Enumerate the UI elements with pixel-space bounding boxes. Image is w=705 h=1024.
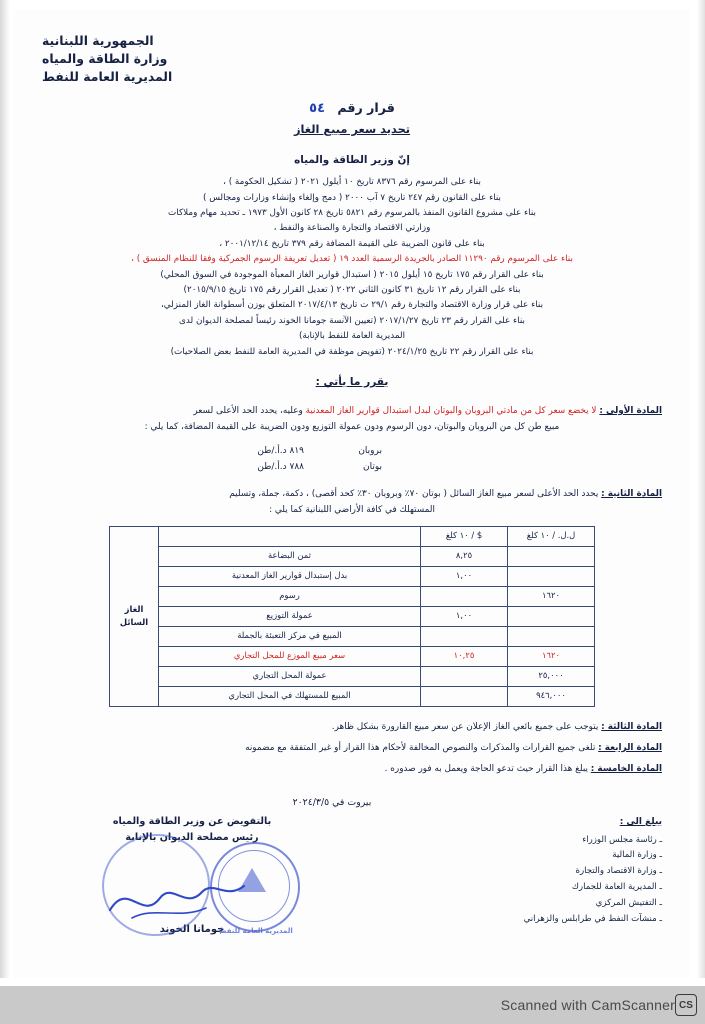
article-first [42,403,662,435]
article-fifth-label: المادة الخامسة : [590,763,662,774]
cell-description: رسوم [159,586,421,606]
scan-edge-right [697,0,705,1024]
cell-lbp [508,606,595,626]
delegation-line-1: بالتفويض عن وزير الطاقة والمياه [112,815,272,827]
table-row [110,546,595,566]
camscanner-logo-icon: CS [675,994,697,1016]
scan-edge-left [0,0,10,1024]
cc-item: ـ منشآت النفط في طرابلس والزهراني [523,914,662,925]
article-first-label: المادة الأولى : [599,406,662,417]
cc-item: ـ المديرية العامة للجمارك [571,882,662,893]
signature-block [42,814,342,938]
camscanner-footer [0,986,705,1024]
price-row-name: بوتان [362,462,382,473]
price-row [202,443,502,459]
cell-description: المبيع في مركز التعبئة بالجملة [159,626,421,646]
cc-list [442,814,662,928]
article-second-line-1: يحدد الحد الأعلى لسعر مبيع الغاز السائل ( بوتان ٧٠٪ وبروبان ٣٠٪ كحد أقصى) ، دكمة، جملة، وتسليم [229,488,599,499]
cell-usd: ١,٠٠ [421,566,508,586]
cell-usd [421,586,508,606]
article-first-price-list [202,443,502,475]
page-bottom-margin [0,978,705,986]
cell-usd [421,626,508,646]
letterhead-line-3: المديرية العامة للنفط [42,68,173,84]
whereas-item: بناء على القرار رقم ٢٢ تاريخ ٢٠٢٤/١/٢٥ (تفويض موظفة في المديرية العامة للنفط بعض الصلاحيات) [170,346,534,357]
gas-price-table [109,526,595,707]
whereas-item: بناء على القرار رقم ١٧٥ تاريخ ١٥ أيلول ٢٠١٥ ( استبدال قوارير الغاز المعبأة الموجودة في السوق المحلي) [160,269,544,280]
cell-lbp: ٢٥,٠٠٠ [508,666,595,686]
signature-and-cc-block [42,814,662,938]
article-fifth [42,761,662,777]
whereas-item: بناء على المرسوم رقم ٨٣٧٦ تاريخ ١٠ أيلول ٢٠٢١ ( تشكيل الحكومة ) ، [223,177,481,188]
table-header-unit-lbp: ل.ل. / ١٠ كلغ [508,526,595,546]
cell-lbp [508,566,595,586]
cc-title: يبلغ الى : [619,816,662,827]
cell-usd: ١٠,٢٥ [421,646,508,666]
camscanner-footer-text: Scanned with CamScanner [500,997,675,1013]
article-second-line-2: المستهلك في كافة الأراضي اللبنانية كما يلي : [269,504,435,515]
intro-line: إنّ وزير الطاقة والمياه [294,154,410,167]
article-first-red-part: لا يخضع سعر كل من مادتي البروبان والبوتان لبدل استبدال قوارير الغاز المعدنية [305,406,597,417]
cc-item: ـ التفتيش المركزي [595,898,662,909]
decree-label: قرار رقم [337,99,395,115]
cell-lbp [508,546,595,566]
article-fourth [42,740,662,756]
whereas-item: بناء على القرار رقم ٢٣ تاريخ ٢٠١٧/١/٢٧ (تعيين الآنسة جومانا الخوند رئيساً لمصلحة الديوان لدى [179,315,525,326]
cell-usd [421,666,508,686]
whereas-item: بناء على مشروع القانون المنفذ بالمرسوم رقم ٥٨٢١ تاريخ ٢٨ كانون الأول ١٩٧٣ ـ تحديد مهام وملاكات [168,208,536,219]
cc-item: ـ وزارة المالية [612,850,662,861]
article-first-rest: وعليه، يحدد الحد الأعلى لسعر [193,406,303,417]
decree-number: ٥٤ [309,100,326,116]
cell-lbp [508,626,595,646]
document-body [42,32,662,938]
table-row [110,666,595,686]
article-third-label: المادة الثالثة : [601,721,662,732]
article-first-line-2: مبيع طن كل من البروبان والبوتان، دون الرسوم ودون عمولة التوزيع ودون الضريبة على القيمة المضافة، كما يلي : [144,422,560,433]
table-header-description [159,526,421,546]
table-row [110,686,595,706]
cell-usd [421,686,508,706]
whereas-item: بناء على قرار وزارة الاقتصاد والتجارة رقم ٢٩/١ ت تاريخ ٢٠١٧/٤/١٣ المتعلق بوزن أسطوانة الغاز المنزلي، [160,300,544,311]
table-row [110,586,595,606]
table-side-label: الغاز السائل [110,526,159,706]
delegation-line-2: رئيس مصلحة الديوان بالإنابة [125,832,259,844]
article-third-text: يتوجب على جميع بائعي الغاز الإعلان عن سعر مبيع القارورة بشكل ظاهر. [331,721,599,732]
cedar-icon [238,868,266,892]
table-row [110,566,595,586]
price-row-value: ٨١٩ د.أ./طن [257,446,304,457]
price-row [202,459,502,475]
price-row-name: بروبان [358,446,382,457]
whereas-item: بناء على القانون رقم ٢٤٧ تاريخ ٧ آب ٢٠٠٠ ( دمج وإلغاء وإنشاء وزارات ومجالس ) [202,192,501,203]
signer-name: جومانا الخوند [159,923,225,935]
article-third [42,719,662,735]
table-row [110,626,595,646]
cell-description: عمولة المحل التجاري [159,666,421,686]
letterhead [42,32,662,86]
whereas-item-highlighted: بناء على المرسوم رقم ١١٢٩٠ الصادر بالجريدة الرسمية العدد ١٩ ( تعديل تعريفة الرسوم الجمركية وفقا للنظام المنسق ) ، [131,254,573,265]
cell-lbp: ٩٤٦,٠٠٠ [508,686,595,706]
article-second-label: المادة الثانية : [601,488,662,499]
stamp-text: المديرية العامة للنفط [219,926,293,935]
place-and-date: بيروت في ٢٠٢٤/٣/٥ [292,796,372,808]
cell-description: سعر مبيع الموزع للمحل التجاري [159,646,421,666]
whereas-item: بناء على قانون الضريبة على القيمة المضافة رقم ٣٧٩ تاريخ ٢٠٠١/١٢/١٤ ، [219,238,485,249]
article-fifth-text: يبلغ هذا القرار حيث تدعو الحاجة ويعمل به فور صدوره . [384,763,588,774]
cell-lbp: ١٦٢٠ [508,586,595,606]
article-second [42,486,662,518]
cell-description: ثمن البضاعة [159,546,421,566]
cc-item: ـ رئاسة مجلس الوزراء [582,834,662,845]
table-header-row [110,526,595,546]
cc-item: ـ وزارة الاقتصاد والتجارة [575,866,662,877]
article-fourth-label: المادة الرابعة : [598,742,662,753]
price-row-value: ٧٨٨ د.أ./طن [257,462,304,473]
decides-line: يقرر ما يأتي : [315,375,389,388]
cell-lbp: ١٦٢٠ [508,646,595,666]
table-header-unit-usd: $ / ١٠ كلغ [421,526,508,546]
decree-subject: تحديد سعر مبيع الغاز [293,121,411,136]
official-round-stamp [202,838,310,935]
document-sheet [14,10,690,985]
letterhead-line-2: وزارة الطاقة والمياه [42,50,168,66]
table-row-highlighted [110,646,595,666]
letterhead-line-1: الجمهورية اللبنانية [42,33,154,48]
cell-usd: ١,٠٠ [421,606,508,626]
whereas-item: بناء على القرار رقم ١٢ تاريخ ٣١ كانون الثاني ٢٠٢٢ ( تعديل القرار رقم ١٧٥ تاريخ ٢٠١٥/٩/١٥) [183,285,521,295]
decree-number-line [42,98,662,118]
table-row [110,606,595,626]
article-fourth-text: تلغى جميع القرارات والمذكرات والنصوص المخالفة لأحكام هذا القرار أو غير المتفقة مع مضمونه [245,742,596,753]
whereas-item: وزارتي الاقتصاد والتجارة والصناعة والنفط ، [273,223,431,234]
cell-description: عمولة التوزيع [159,606,421,626]
cell-description: المبيع للمستهلك في المحل التجاري [159,686,421,706]
cell-description: بدل إستبدال قوارير الغاز المعدنية [159,566,421,586]
whereas-item: المديرية العامة للنفط بالإنابة) [298,331,406,342]
cell-usd: ٨,٢٥ [421,546,508,566]
whereas-list [42,175,662,360]
